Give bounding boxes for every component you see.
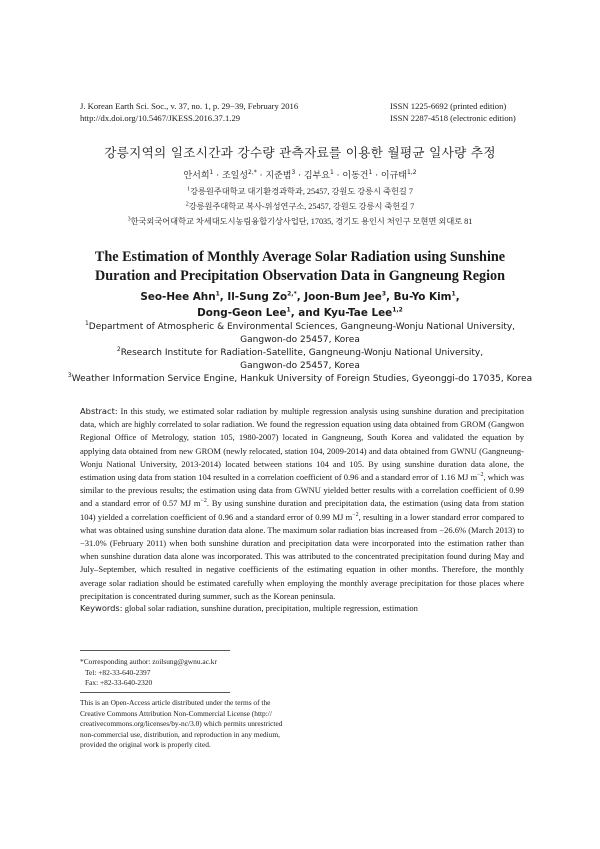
abstract-text-4: , resulting in a lower standard error compared to what was obtained using sunshine duration data alone. The maximum solar radiation bias increased from −26.6% (March 2013) to −31.0% (February 2011) when both sunshine duration and precipitation data were incorporated into the estimation rather than when sunshine duration data alone was incorporated. This was attributed to the concentrated precipitation found during May and July–September, which resulted in negative coefficients of the estimating equation in other months. Therefore, the monthly average solar radiation should be estimated carefully when employing the monthly average precipitation for those places where precipitation is concentrated during summer, such as the Korean peninsula.	[80, 511, 524, 601]
english-title-line-1: The Estimation of Monthly Average Solar Radiation using Sunshine	[94, 249, 506, 265]
author-separator: ,	[296, 291, 305, 303]
correspondence-note	[80, 657, 380, 689]
author-superscript: 1,2	[392, 306, 403, 314]
keywords-label: Keywords:	[80, 603, 123, 613]
abstract-text-2: , which was similar to the previous results; the estimation using data from GWNU yielded better results with a correlation coefficient of 0.99 and a standard error of 0.57 MJ m	[80, 472, 524, 509]
affiliation-superscript: 2	[116, 346, 121, 353]
author-superscript: 3	[291, 169, 296, 176]
author-name: 김부요	[303, 171, 330, 181]
english-authors	[0, 289, 600, 321]
english-title	[40, 248, 560, 286]
affiliation-text: 강릉원주대학교 복사-위성연구소, 25457, 강원도 강릉시 죽헌길 7	[188, 202, 415, 211]
author-name: Dong-Geon Lee	[197, 307, 287, 319]
phone-number: Tel: +82-33-640-2397	[85, 667, 151, 677]
author-superscript: 1	[286, 306, 291, 314]
author-name: 지준범	[265, 171, 292, 181]
author-separator: , and	[290, 307, 324, 319]
abstract-text-3: . By using sunshine duration and precipitation data, the estimation (using data from station 104) yielded a correlation coefficient of 0.96 and a standard error of 0.99 MJ m	[80, 498, 524, 522]
korean-affiliation	[0, 214, 600, 229]
license-line: creativecommons.org/licenses/by-nc/3.0) which permits unrestricted	[80, 719, 283, 728]
korean-affiliation	[0, 199, 600, 214]
affiliation-superscript: 1	[187, 186, 191, 193]
author-name: 조일성	[221, 171, 249, 181]
english-authors-line-1	[0, 289, 600, 305]
author-separator: ·	[372, 171, 381, 181]
author-separator: ·	[333, 171, 343, 181]
issn-electronic: ISSN 2287-4518 (electronic edition)	[390, 113, 516, 123]
affiliation-superscript: 1	[84, 320, 89, 327]
unit-exponent: −2	[352, 511, 359, 518]
affiliation-superscript: 3	[127, 216, 131, 223]
unit-exponent: −2	[200, 498, 207, 505]
author-separator: ,	[386, 291, 394, 303]
keywords	[80, 602, 524, 615]
author-superscript: 2,*	[287, 290, 297, 298]
keywords-text: global solar radiation, sunshine duration, precipitation, multiple regression, estimation	[122, 603, 418, 613]
author-name: Seo-Hee Ahn	[140, 291, 216, 303]
affiliation-text: Gangwon-do 25457, Korea	[240, 335, 360, 345]
corresponding-author: *Corresponding author: zoilsung@gwnu.ac.kr	[80, 657, 217, 666]
abstract-label: Abstract:	[80, 406, 118, 416]
english-affiliation-line	[40, 360, 560, 373]
issn-print: ISSN 1225-6692 (printed edition)	[390, 101, 507, 111]
korean-authors	[0, 168, 600, 181]
author-name: Il-Sung Zo	[227, 291, 288, 303]
journal-citation: J. Korean Earth Sci. Soc., v. 37, no. 1, p. 29−39, February 2016	[80, 101, 299, 111]
affiliation-text: Department of Atmospheric & Environmental Sciences, Gangneung-Wonju National University,	[88, 322, 516, 332]
korean-affiliation	[0, 184, 600, 199]
author-superscript: 1	[329, 169, 334, 176]
author-separator: ·	[213, 171, 222, 181]
affiliation-text: Gangwon-do 25457, Korea	[240, 361, 360, 371]
author-superscript: 1,2	[407, 169, 417, 176]
english-affiliation-line	[40, 373, 560, 386]
author-separator: ·	[256, 171, 266, 181]
footnote-divider	[80, 692, 230, 693]
english-affiliation-line	[40, 321, 560, 334]
affiliation-superscript: 2	[185, 201, 189, 208]
fax-number: Fax: +82-33-640-2320	[85, 678, 153, 687]
author-separator: ,	[219, 291, 228, 303]
license-line: non-commercial use, distribution, and reproduction in any medium,	[80, 729, 280, 739]
english-affiliation-line	[40, 347, 560, 360]
license-line: This is an Open-Access article distributed under the terms of the	[80, 698, 271, 707]
abstract	[80, 405, 524, 603]
english-affiliations	[40, 321, 560, 386]
abstract-text-1: In this study, we estimated solar radiation by multiple regression analysis using sunshine duration and precipitation data, which are highly correlated to solar radiation. We found the regression equation using data obtained from GROM (Gangwon Regional Office of Metrology, station 105, 1980-2007) located in Gangneung, South Korea and validated the equation by applying data obtained from new GROM (newly relocated, station 104, 2009-2014) and data obtained from GWNU (Gangneung-Wonju National University, 2013-2014) located between stations 104 and 105. By using sunshine duration data alone, the estimation using data from station 104 resulted in a correlation coefficient of 0.96 and a standard error of 1.16 MJ m	[80, 406, 524, 483]
korean-title: 강릉지역의 일조시간과 강수량 관측자료를 이용한 월평균 일사량 추정	[104, 145, 496, 160]
author-superscript: 1	[451, 290, 456, 298]
affiliation-text: 강릉원주대학교 대기환경과학과, 25457, 강원도 강릉시 죽헌길 7	[190, 187, 413, 196]
doi-link[interactable]: http://dx.doi.org/10.5467/JKESS.2016.37.1.29	[80, 113, 241, 123]
affiliation-text: 한국외국어대학교 차세대도시농림융합기상사업단, 17035, 경기도 용인시 처인구 모현면 외대로 81	[130, 217, 473, 226]
author-superscript: 1	[215, 290, 220, 298]
affiliation-text: Weather Information Service Engine, Hankuk University of Foreign Studies, Gyeonggi-do 17035, Korea	[71, 374, 533, 384]
author-superscript: 3	[381, 290, 387, 298]
affiliation-superscript: 3	[67, 372, 72, 379]
footnote-divider	[80, 650, 230, 651]
author-separator: ,	[455, 291, 460, 303]
author-superscript: 1	[209, 169, 214, 176]
author-name: Kyu-Tae Lee	[323, 307, 393, 319]
author-name: 이동건	[342, 171, 369, 181]
author-name: 이규태	[380, 171, 408, 181]
author-separator: ·	[295, 171, 304, 181]
english-authors-line-2	[0, 305, 600, 321]
affiliation-text: Research Institute for Radiation-Satellite, Gangneung-Wonju National University,	[120, 348, 484, 358]
author-superscript: 2,*	[248, 169, 257, 176]
author-name: Bu-Yo Kim	[393, 291, 452, 303]
license-line: Creative Commons Attribution Non-Commercial License (http://	[80, 708, 272, 718]
license-note	[80, 698, 300, 751]
author-superscript: 1	[368, 169, 373, 176]
english-title-line-2: Duration and Precipitation Observation Data in Gangneung Region	[94, 268, 506, 284]
unit-exponent: −2	[477, 472, 484, 479]
author-name: 안서희	[183, 171, 210, 181]
license-line: provided the original work is properly cited.	[80, 740, 211, 749]
author-name: Joon-Bum Jee	[304, 291, 382, 303]
